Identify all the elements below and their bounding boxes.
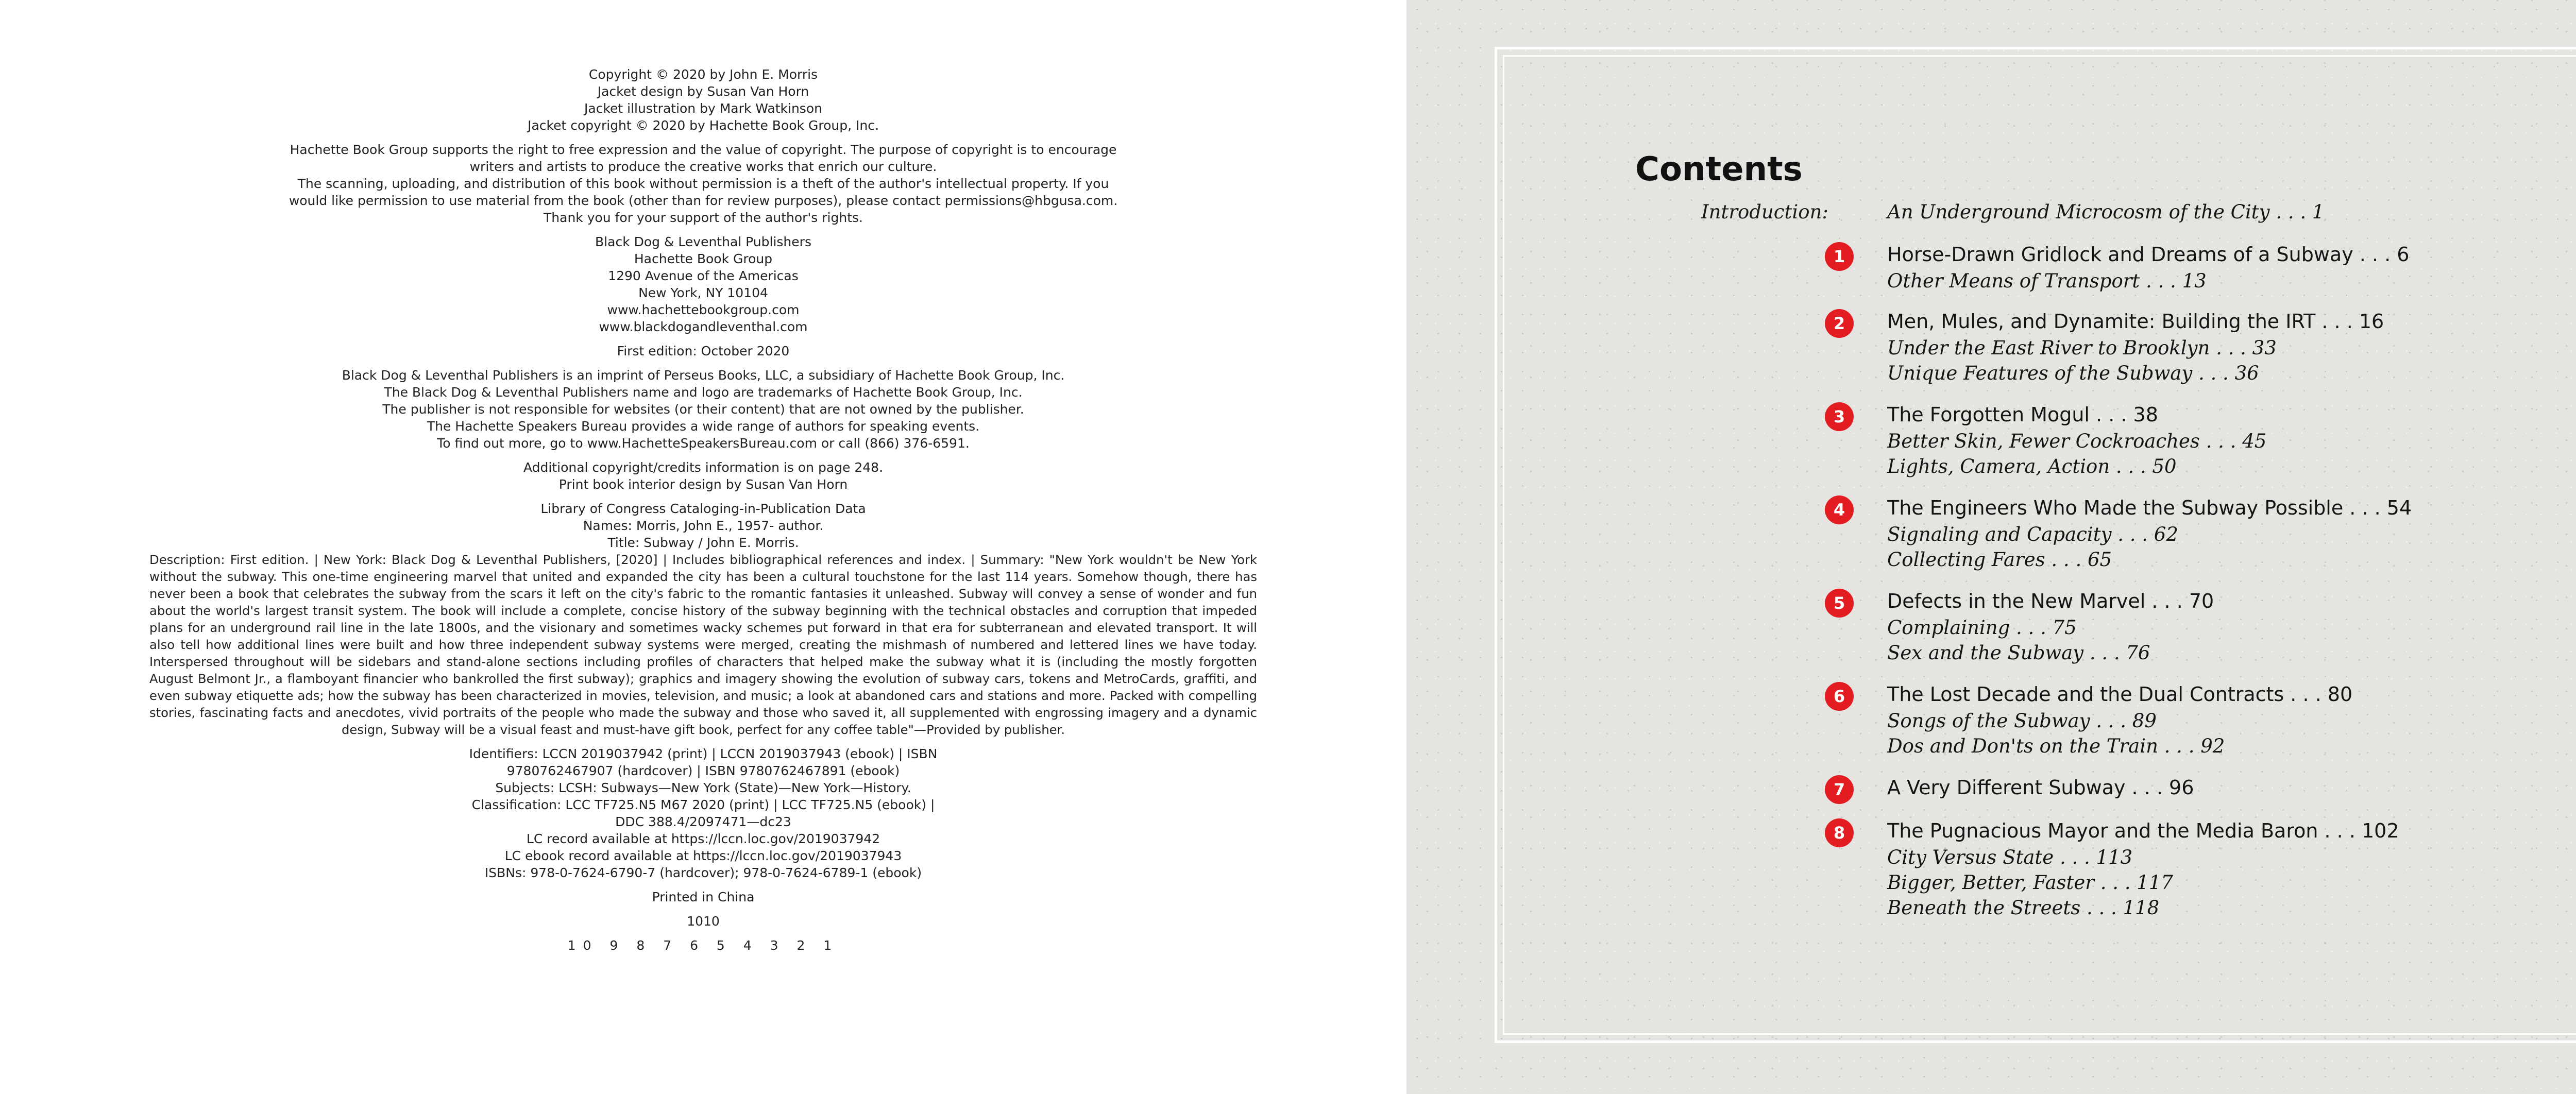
publisher-line: www.hachettebookgroup.com xyxy=(607,302,800,317)
identifier-line: Subjects: LCSH: Subways—New York (State)—New York—History. xyxy=(495,780,911,795)
imprint-notes xyxy=(149,367,1257,452)
section-entry[interactable]: Lights, Camera, Action . . . 50 xyxy=(1887,455,2177,477)
identifier-line: ISBNs: 978-0-7624-6790-7 (hardcover); 978-0-7624-6789-1 (ebook) xyxy=(484,865,922,880)
identifier-line: LC record available at https://lccn.loc.gov/2019037942 xyxy=(526,831,880,846)
imprint-line: The Black Dog & Leventhal Publishers name and logo are trademarks of Hachette Book Group, Inc. xyxy=(384,385,1023,400)
identifier-line: Classification: LCC TF725.N5 M67 2020 (print) | LCC TF725.N5 (ebook) | xyxy=(471,797,935,812)
code-line xyxy=(149,913,1257,930)
section-entry[interactable]: Collecting Fares . . . 65 xyxy=(1887,549,2112,571)
chapter-number-badge: 3 xyxy=(1825,402,1854,431)
credit-line: Jacket design by Susan Van Horn xyxy=(597,84,809,99)
rights-line: Hachette Book Group supports the right to free expression and the value of copyright. The purpose of copyright is to encourage xyxy=(290,142,1117,157)
section-entry[interactable]: Better Skin, Fewer Cockroaches . . . 45 xyxy=(1887,430,2267,452)
section-entry[interactable]: Other Means of Transport . . . 13 xyxy=(1887,270,2207,292)
chapter-number-badge: 4 xyxy=(1825,495,1854,524)
cip-line: Names: Morris, John E., 1957- author. xyxy=(583,518,824,533)
imprint-line: The publisher is not responsible for websites (or their content) that are not owned by the publisher. xyxy=(382,402,1024,417)
section-entry[interactable]: Unique Features of the Subway . . . 36 xyxy=(1887,362,2259,384)
cip-description: Description: First edition. | New York: Black Dog & Leventhal Publishers, [2020] | Includes bibliographical references and index. | Summary: "New York wouldn't be New York without the subway. This one-time engineering marvel that united and expanded the city has been a cultural touchstone for the last 114 years. Somehow though, there has never been a book that celebrates the subway from the scars it left on the city's fabric to the romantic fantasies it unleashed. Subway will convey a sense of wonder and fun about the world's largest transit system. The book will include a complete, concise history of the subway beginning with the technical obstacles and corruption that impeded plans for an underground rail line in the late 1800s, and the visionary and sometimes wacky schemes put forward in that era for subterranean and elevated transport. It will also tell how additional lines were built and how three independent subway systems were merged, creating the mishmash of numbered and lettered lines we have today. Interspersed throughout will be sidebars and stand-alone sections including profiles of characters that helped make the subway what it is (including the mostly forgotten August Belmont Jr., a flamboyant financier who bankrolled the first subway); graphics and imagery showing the evolution of subway cars, tokens and MetroCards, graffiti, and even subway etiquette ads; how the subway has been characterized in movies, television, and music; a look at abandoned cars and stations and more. Packed with compelling stories, fascinating facts and anecdotes, vivid portraits of the people who made the subway and those who saved it, all supplemented with engrossing imagery and a dynamic design, Subway will be a visual feast and must-have gift book, perfect for any coffee table"—Provided by publisher. xyxy=(149,552,1257,737)
section-entry[interactable]: Sex and the Subway . . . 76 xyxy=(1887,642,2150,664)
section-entry[interactable]: Beneath the Streets . . . 118 xyxy=(1887,897,2160,919)
chapter-title[interactable]: The Engineers Who Made the Subway Possible . . . 54 xyxy=(1887,497,2412,519)
rights-line: Thank you for your support of the author's rights. xyxy=(544,210,863,225)
cip-line: Title: Subway / John E. Morris. xyxy=(607,535,799,550)
first-edition xyxy=(149,343,1257,360)
chapter-number-badge: 1 xyxy=(1825,242,1854,271)
printed-in xyxy=(149,888,1257,905)
section-entry[interactable]: City Versus State . . . 113 xyxy=(1887,846,2133,868)
publisher-line: New York, NY 10104 xyxy=(638,285,768,300)
credit-line: Copyright © 2020 by John E. Morris xyxy=(588,67,818,82)
identifier-line: LC ebook record available at https://lccn.loc.gov/2019037943 xyxy=(504,848,902,863)
publisher-line: Hachette Book Group xyxy=(634,251,773,266)
section-entry[interactable]: Signaling and Capacity . . . 62 xyxy=(1887,523,2178,545)
chapter-number-badge: 8 xyxy=(1825,818,1854,847)
imprint-line: To find out more, go to www.HachetteSpeakersBureau.com or call (866) 376-6591. xyxy=(437,436,970,451)
chapter-title[interactable]: A Very Different Subway . . . 96 xyxy=(1887,776,2194,799)
chapter-title[interactable]: The Lost Decade and the Dual Contracts . . . 80 xyxy=(1887,683,2353,706)
identifier-line: 9780762467907 (hardcover) | ISBN 9780762467891 (ebook) xyxy=(506,763,900,778)
credit-line: Jacket copyright © 2020 by Hachette Book Group, Inc. xyxy=(528,118,879,133)
chapter-title[interactable]: The Forgotten Mogul . . . 38 xyxy=(1887,403,2158,426)
publisher-block xyxy=(149,233,1257,335)
rights-line: would like permission to use material from the book (other than for review purposes), please contact permissions@hbgusa.com. xyxy=(289,193,1118,208)
publisher-line: Black Dog & Leventhal Publishers xyxy=(595,234,811,249)
rights-line: The scanning, uploading, and distribution of this book without permission is a theft of the author's intellectual property. If you xyxy=(297,176,1109,191)
chapter-number-badge: 7 xyxy=(1825,775,1854,804)
contents-title: Contents xyxy=(1635,150,1803,189)
credits-block xyxy=(149,66,1257,134)
contents-page xyxy=(1406,0,2576,1094)
intro-entry[interactable]: An Underground Microcosm of the City . . . 1 xyxy=(1887,201,2325,223)
section-entry[interactable]: Dos and Don'ts on the Train . . . 92 xyxy=(1887,735,2225,757)
additional-credits xyxy=(149,459,1257,493)
imprint-line: Black Dog & Leventhal Publishers is an imprint of Perseus Books, LLC, a subsidiary of Hachette Book Group, Inc. xyxy=(342,368,1065,383)
section-entry[interactable]: Bigger, Better, Faster . . . 117 xyxy=(1887,871,2173,894)
intro-label[interactable]: Introduction: xyxy=(1701,201,1828,223)
chapter-title[interactable]: Horse-Drawn Gridlock and Dreams of a Subway . . . 6 xyxy=(1887,243,2410,266)
chapter-title[interactable]: The Pugnacious Mayor and the Media Baron . . . 102 xyxy=(1887,819,2399,842)
printed-in-line: Printed in China xyxy=(652,890,755,904)
rights-line: writers and artists to produce the creative works that enrich our culture. xyxy=(469,159,937,174)
identifiers-block xyxy=(149,745,1257,881)
section-entry[interactable]: Under the East River to Brooklyn . . . 33 xyxy=(1887,337,2277,359)
chapter-title[interactable]: Men, Mules, and Dynamite: Building the IRT . . . 16 xyxy=(1887,310,2384,333)
chapter-title[interactable]: Defects in the New Marvel . . . 70 xyxy=(1887,590,2214,612)
cip-header xyxy=(149,500,1257,551)
first-edition-line: First edition: October 2020 xyxy=(617,344,790,358)
credit-line: Jacket illustration by Mark Watkinson xyxy=(584,101,822,116)
publisher-line: www.blackdogandleventhal.com xyxy=(599,319,808,334)
section-entry[interactable]: Complaining . . . 75 xyxy=(1887,617,2077,639)
copyright-text xyxy=(149,66,1257,961)
printing-counter: 10 9 8 7 6 5 4 3 2 1 xyxy=(567,938,839,953)
cip-line: Library of Congress Cataloging-in-Publication Data xyxy=(540,501,866,516)
additional-credit-line: Print book interior design by Susan Van Horn xyxy=(558,477,848,492)
chapter-number-badge: 5 xyxy=(1825,589,1854,618)
identifier-line: Identifiers: LCCN 2019037942 (print) | LCCN 2019037943 (ebook) | ISBN xyxy=(469,746,938,761)
rights-statement xyxy=(149,141,1257,226)
printing-line xyxy=(149,937,1257,954)
publisher-line: 1290 Avenue of the Americas xyxy=(608,268,799,283)
section-entry[interactable]: Songs of the Subway . . . 89 xyxy=(1887,710,2157,732)
chapter-number-badge: 2 xyxy=(1825,309,1854,338)
additional-credit-line: Additional copyright/credits information is on page 248. xyxy=(523,460,884,475)
chapter-number-badge: 6 xyxy=(1825,682,1854,711)
code-value: 1010 xyxy=(687,914,720,929)
identifier-line: DDC 388.4/2097471—dc23 xyxy=(615,814,791,829)
imprint-line: The Hachette Speakers Bureau provides a wide range of authors for speaking events. xyxy=(427,419,980,434)
